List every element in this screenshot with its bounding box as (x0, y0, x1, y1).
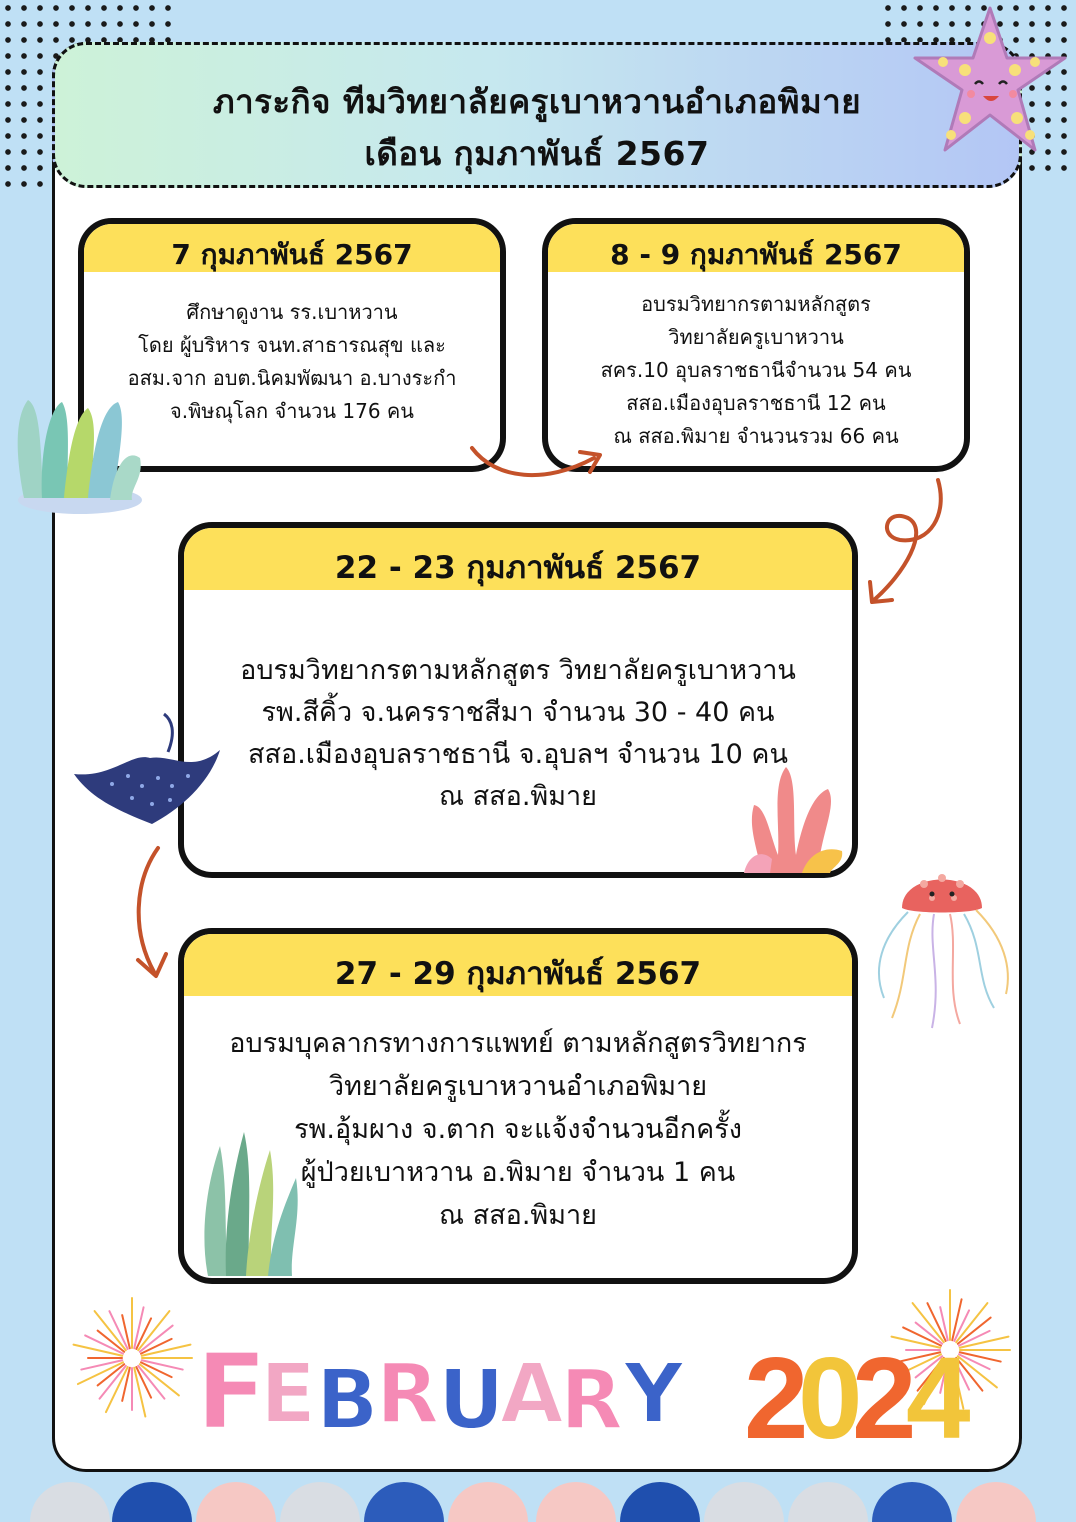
curly-arrow-icon (860, 474, 960, 614)
banner-year-digit: 4 (906, 1333, 971, 1463)
detail-line: ผู้ป่วยเบาหวาน อ.พิมาย จำนวน 1 คน (300, 1157, 736, 1188)
banner-month-letter: Y (624, 1347, 684, 1442)
banner-month-letter: U (438, 1353, 505, 1448)
detail-line: รพ.สีคิ้ว จ.นครราชสีมา จำนวน 30 - 40 คน (261, 697, 775, 728)
event-card-2 (542, 218, 970, 472)
banner-month-letter: F (196, 1331, 268, 1453)
detail-line: ณ สสอ.พิมาย (439, 781, 597, 812)
arrow-icon (466, 440, 616, 500)
detail-line: วิทยาลัยครูเบาหวาน (668, 325, 844, 349)
detail-line: อบรมวิทยากรตามหลักสูตร วิทยาลัยครูเบาหวาน (240, 655, 796, 686)
detail-line: วิทยาลัยครูเบาหวานอำเภอพิมาย (328, 1071, 708, 1102)
detail-line: รพ.อุ้มผาง จ.ตาก จะแจ้งจำนวนอีกครั้ง (294, 1114, 742, 1145)
green-coral-illustration (10, 388, 150, 523)
page-subtitle: เดือน กุมภาพันธ์ 2567 (364, 134, 710, 173)
banner-year-digit: 2 (744, 1333, 809, 1463)
detail-line: ณ สสอ.พิมาย (439, 1200, 597, 1231)
detail-line: สสอ.เมืองอุบลราชธานี จ.อุบลฯ จำนวน 10 คน (248, 739, 788, 770)
event-details (548, 288, 964, 453)
event-date: 22 - 23 กุมภาพันธ์ 2567 (184, 528, 852, 590)
pink-coral-illustration (742, 755, 852, 875)
detail-line: สคร.10 อุบลราชธานีจำนวน 54 คน (600, 358, 912, 382)
february-2024-banner (196, 1330, 971, 1463)
detail-line: อบรมวิทยากรตามหลักสูตร (641, 292, 871, 316)
detail-line: ณ สสอ.พิมาย จำนวนรวม 66 คน (613, 424, 899, 448)
page-title: ภาระกิจ ทีมวิทยาลัยครูเบาหวานอำเภอพิมาย (212, 82, 862, 121)
banner-month-letter: R (376, 1347, 440, 1442)
jellyfish-illustration (862, 848, 1022, 1038)
manta-ray-illustration (72, 712, 222, 832)
starfish-illustration (905, 0, 1075, 170)
event-date: 7 กุมภาพันธ์ 2567 (84, 224, 500, 272)
detail-line: โดย ผู้บริหาร จนท.สาธารณสุข และ (138, 333, 446, 357)
detail-line: อสม.จาก อบต.นิคมพัฒนา อ.บางระกำ (127, 366, 457, 390)
page-header (52, 42, 1022, 188)
detail-line: อบรมบุคลากรทางการแพทย์ ตามหลักสูตรวิทยากร (229, 1028, 807, 1059)
detail-line: จ.พิษณุโลก จำนวน 176 คน (170, 399, 414, 423)
rainbow-arches-decoration (0, 1474, 1076, 1522)
detail-line: ศึกษาดูงาน รร.เบาหวาน (186, 300, 398, 324)
seaweed-illustration (198, 1126, 308, 1276)
arrow-down-icon (120, 842, 190, 982)
detail-line: สสอ.เมืองอุบลราชธานี 12 คน (626, 391, 886, 415)
fireworks-left-illustration (62, 1288, 202, 1428)
banner-month-letter: E (260, 1347, 317, 1442)
banner-month-letter: R (560, 1353, 624, 1448)
banner-year-digit: 0 (798, 1333, 863, 1463)
banner-month-letter: B (316, 1353, 379, 1448)
event-date: 27 - 29 กุมภาพันธ์ 2567 (184, 934, 852, 996)
event-date: 8 - 9 กุมภาพันธ์ 2567 (548, 224, 964, 272)
banner-month-letter: A (500, 1347, 564, 1442)
banner-year-digit: 2 (852, 1333, 917, 1463)
